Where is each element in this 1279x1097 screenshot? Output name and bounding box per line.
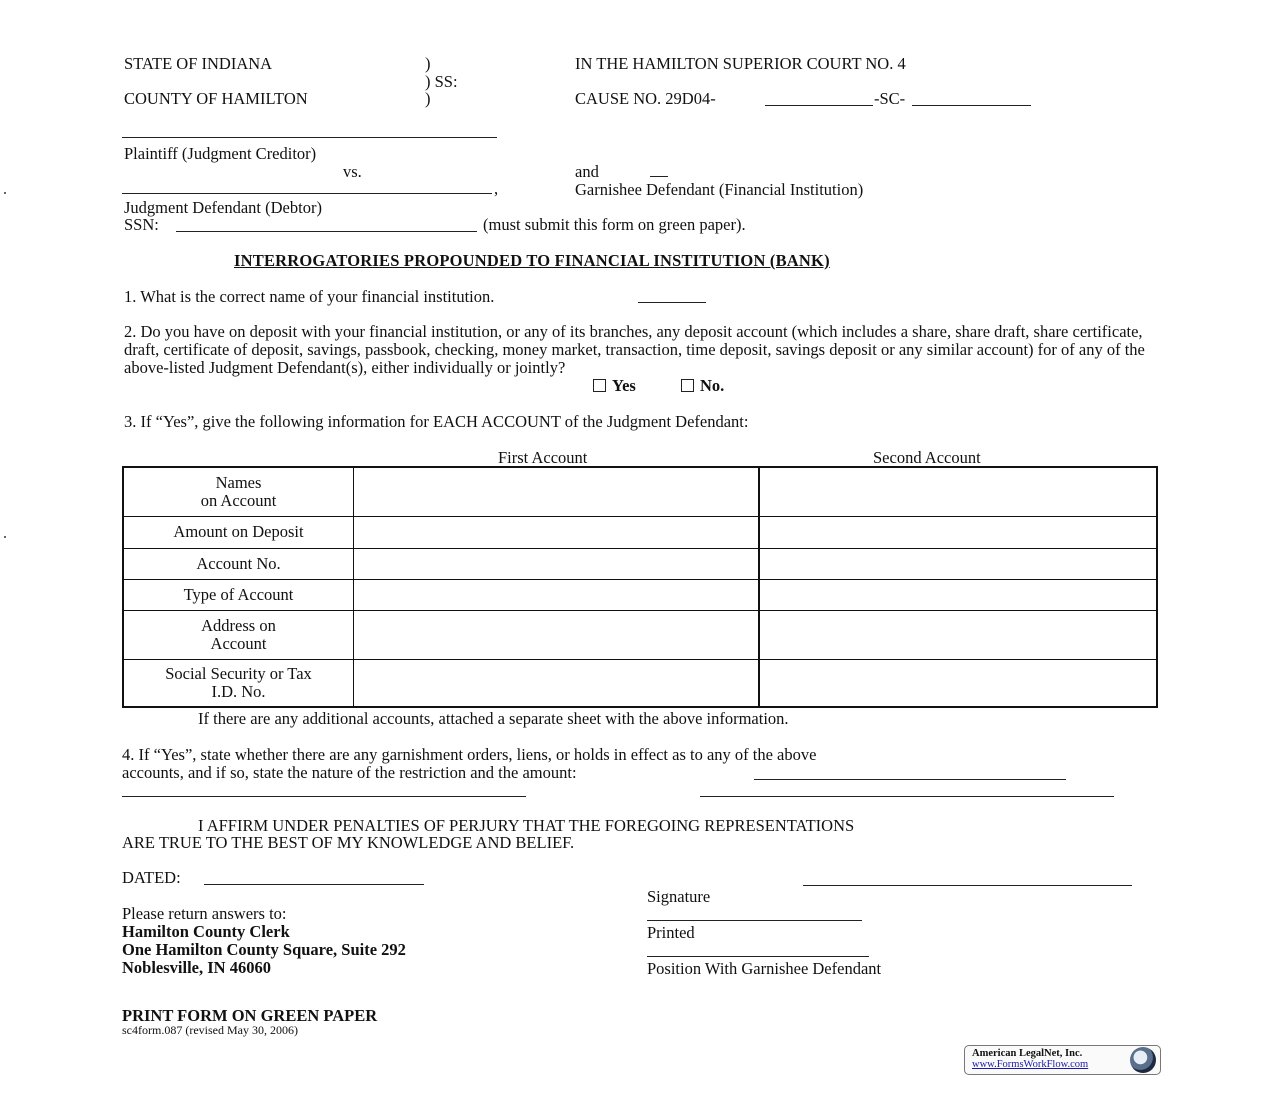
caption-ss: ) SS:	[425, 72, 458, 91]
ssn-note: (must submit this form on green paper).	[483, 215, 746, 234]
plaintiff-label: Plaintiff (Judgment Creditor)	[124, 144, 317, 163]
ssn-field[interactable]	[176, 231, 477, 232]
row-label-line1: Amount on Deposit	[173, 522, 304, 541]
and-label: and	[575, 162, 599, 181]
caption-comma: ,	[494, 179, 499, 198]
second-account-type-cell[interactable]	[759, 579, 1157, 610]
return-label: Please return answers to:	[122, 904, 287, 923]
second-account-number-cell[interactable]	[759, 548, 1157, 579]
yes-checkbox[interactable]	[593, 379, 606, 392]
row-label	[123, 579, 354, 610]
row-label	[123, 659, 354, 707]
accounts-table	[122, 466, 1158, 708]
row-label-line2: I.D. No.	[211, 681, 266, 701]
row-label	[123, 610, 354, 659]
scan-mark	[4, 536, 6, 538]
column-header-second-account: Second Account	[873, 448, 981, 467]
signature-label: Signature	[647, 887, 711, 906]
q2-yes-option[interactable]	[593, 377, 636, 395]
signature-field[interactable]	[803, 885, 1132, 886]
clerk-address-line2: Noblesville, IN 46060	[122, 958, 271, 977]
printed-name-field[interactable]	[647, 920, 862, 921]
question-3: 3. If “Yes”, give the following information for EACH ACCOUNT of the Judgment Defendant:	[124, 412, 749, 431]
additional-accounts-note: If there are any additional accounts, attached a separate sheet with the above information.	[198, 709, 789, 728]
table-row-names	[123, 467, 1157, 516]
print-notice: PRINT FORM ON GREEN PAPER	[122, 1006, 378, 1025]
first-account-type-cell[interactable]	[354, 579, 760, 610]
institution-name-field[interactable]	[638, 302, 706, 303]
defendant-label: Judgment Defendant (Debtor)	[124, 198, 322, 217]
dated-label: DATED:	[122, 868, 181, 887]
first-account-number-cell[interactable]	[354, 548, 760, 579]
second-account-amount-cell[interactable]	[759, 516, 1157, 548]
table-row-ssn-tax-id	[123, 659, 1157, 707]
versus-label: vs.	[343, 162, 362, 181]
table-row-type	[123, 579, 1157, 610]
clerk-name: Hamilton County Clerk	[122, 922, 290, 941]
logo-company: American LegalNet, Inc.	[972, 1048, 1083, 1059]
row-label-line1: Type of Account	[183, 584, 294, 604]
globe-icon	[1130, 1047, 1156, 1073]
row-label-line1: Names	[215, 472, 262, 492]
row-label-line2: on Account	[200, 490, 277, 510]
defendant-name-field[interactable]	[122, 193, 492, 194]
logo-url-link[interactable]: www.FormsWorkFlow.com	[972, 1059, 1089, 1070]
garnishee-name-field[interactable]	[650, 176, 668, 177]
question-2-text: 2. Do you have on deposit with your financial institution, or any of its branches, any deposit account (which includes a share, share draft, share certificate, draft, certificate of deposit, savings, passbook, checking, money market, transaction, time deposit, savings deposit or any similar account) for of any of the above-listed Judgment Defendant(s), either individually or jointly?	[124, 322, 1145, 377]
garnishee-label: Garnishee Defendant (Financial Institution)	[575, 180, 864, 199]
printed-label: Printed	[647, 923, 695, 942]
affirmation-line1: I AFFIRM UNDER PENALTIES OF PERJURY THAT THE FOREGOING REPRESENTATIONS	[198, 816, 855, 835]
caption-paren: )	[425, 89, 431, 108]
question-2	[124, 323, 1154, 377]
position-label: Position With Garnishee Defendant	[647, 959, 882, 978]
second-account-names-cell[interactable]	[759, 467, 1157, 516]
table-row-amount	[123, 516, 1157, 548]
yes-label: Yes	[612, 376, 636, 395]
restriction-field-1[interactable]	[754, 779, 1066, 780]
clerk-address-line1: One Hamilton County Square, Suite 292	[122, 940, 406, 959]
column-header-first-account: First Account	[498, 448, 588, 467]
row-label	[123, 516, 354, 548]
cause-number-field-1[interactable]	[765, 105, 873, 106]
no-checkbox[interactable]	[681, 379, 694, 392]
first-account-amount-cell[interactable]	[354, 516, 760, 548]
row-label	[123, 467, 354, 516]
form-id: sc4form.087 (revised May 30, 2006)	[122, 1023, 298, 1037]
q2-no-option[interactable]	[681, 377, 724, 395]
form-title: INTERROGATORIES PROPOUNDED TO FINANCIAL INSTITUTION (BANK)	[234, 251, 830, 270]
first-account-ssn-cell[interactable]	[354, 659, 760, 707]
american-legalnet-logo[interactable]	[964, 1045, 1161, 1075]
ssn-label: SSN:	[124, 215, 159, 234]
question-4-line1: 4. If “Yes”, state whether there are any garnishment orders, liens, or holds in effect as to any of the above	[122, 745, 817, 764]
state-label: STATE OF INDIANA	[124, 54, 273, 73]
caption-paren: )	[425, 54, 431, 73]
dated-field[interactable]	[204, 884, 424, 885]
restriction-field-3[interactable]	[700, 796, 1114, 797]
row-label-line1: Address on	[201, 615, 276, 635]
county-label: COUNTY OF HAMILTON	[124, 89, 308, 108]
court-name: IN THE HAMILTON SUPERIOR COURT NO. 4	[575, 54, 906, 73]
row-label-line2: Account	[210, 633, 267, 653]
table-row-address	[123, 610, 1157, 659]
first-account-names-cell[interactable]	[354, 467, 760, 516]
cause-number-prefix: CAUSE NO. 29D04-	[575, 89, 716, 108]
plaintiff-name-field[interactable]	[122, 137, 497, 138]
question-4-line2: accounts, and if so, state the nature of the restriction and the amount:	[122, 763, 577, 782]
row-label	[123, 548, 354, 579]
position-field[interactable]	[647, 956, 869, 957]
no-label: No.	[700, 376, 725, 395]
second-account-address-cell[interactable]	[759, 610, 1157, 659]
cause-number-field-2[interactable]	[912, 105, 1031, 106]
question-1: 1. What is the correct name of your financial institution.	[124, 287, 495, 306]
restriction-field-2[interactable]	[122, 796, 526, 797]
first-account-address-cell[interactable]	[354, 610, 760, 659]
table-row-account-no	[123, 548, 1157, 579]
second-account-ssn-cell[interactable]	[759, 659, 1157, 707]
row-label-line1: Social Security or Tax	[165, 663, 312, 683]
cause-number-sc: -SC-	[874, 89, 906, 108]
row-label-line1: Account No.	[196, 553, 281, 573]
scan-mark	[4, 192, 6, 194]
affirmation-line2: ARE TRUE TO THE BEST OF MY KNOWLEDGE AND BELIEF.	[122, 833, 575, 852]
